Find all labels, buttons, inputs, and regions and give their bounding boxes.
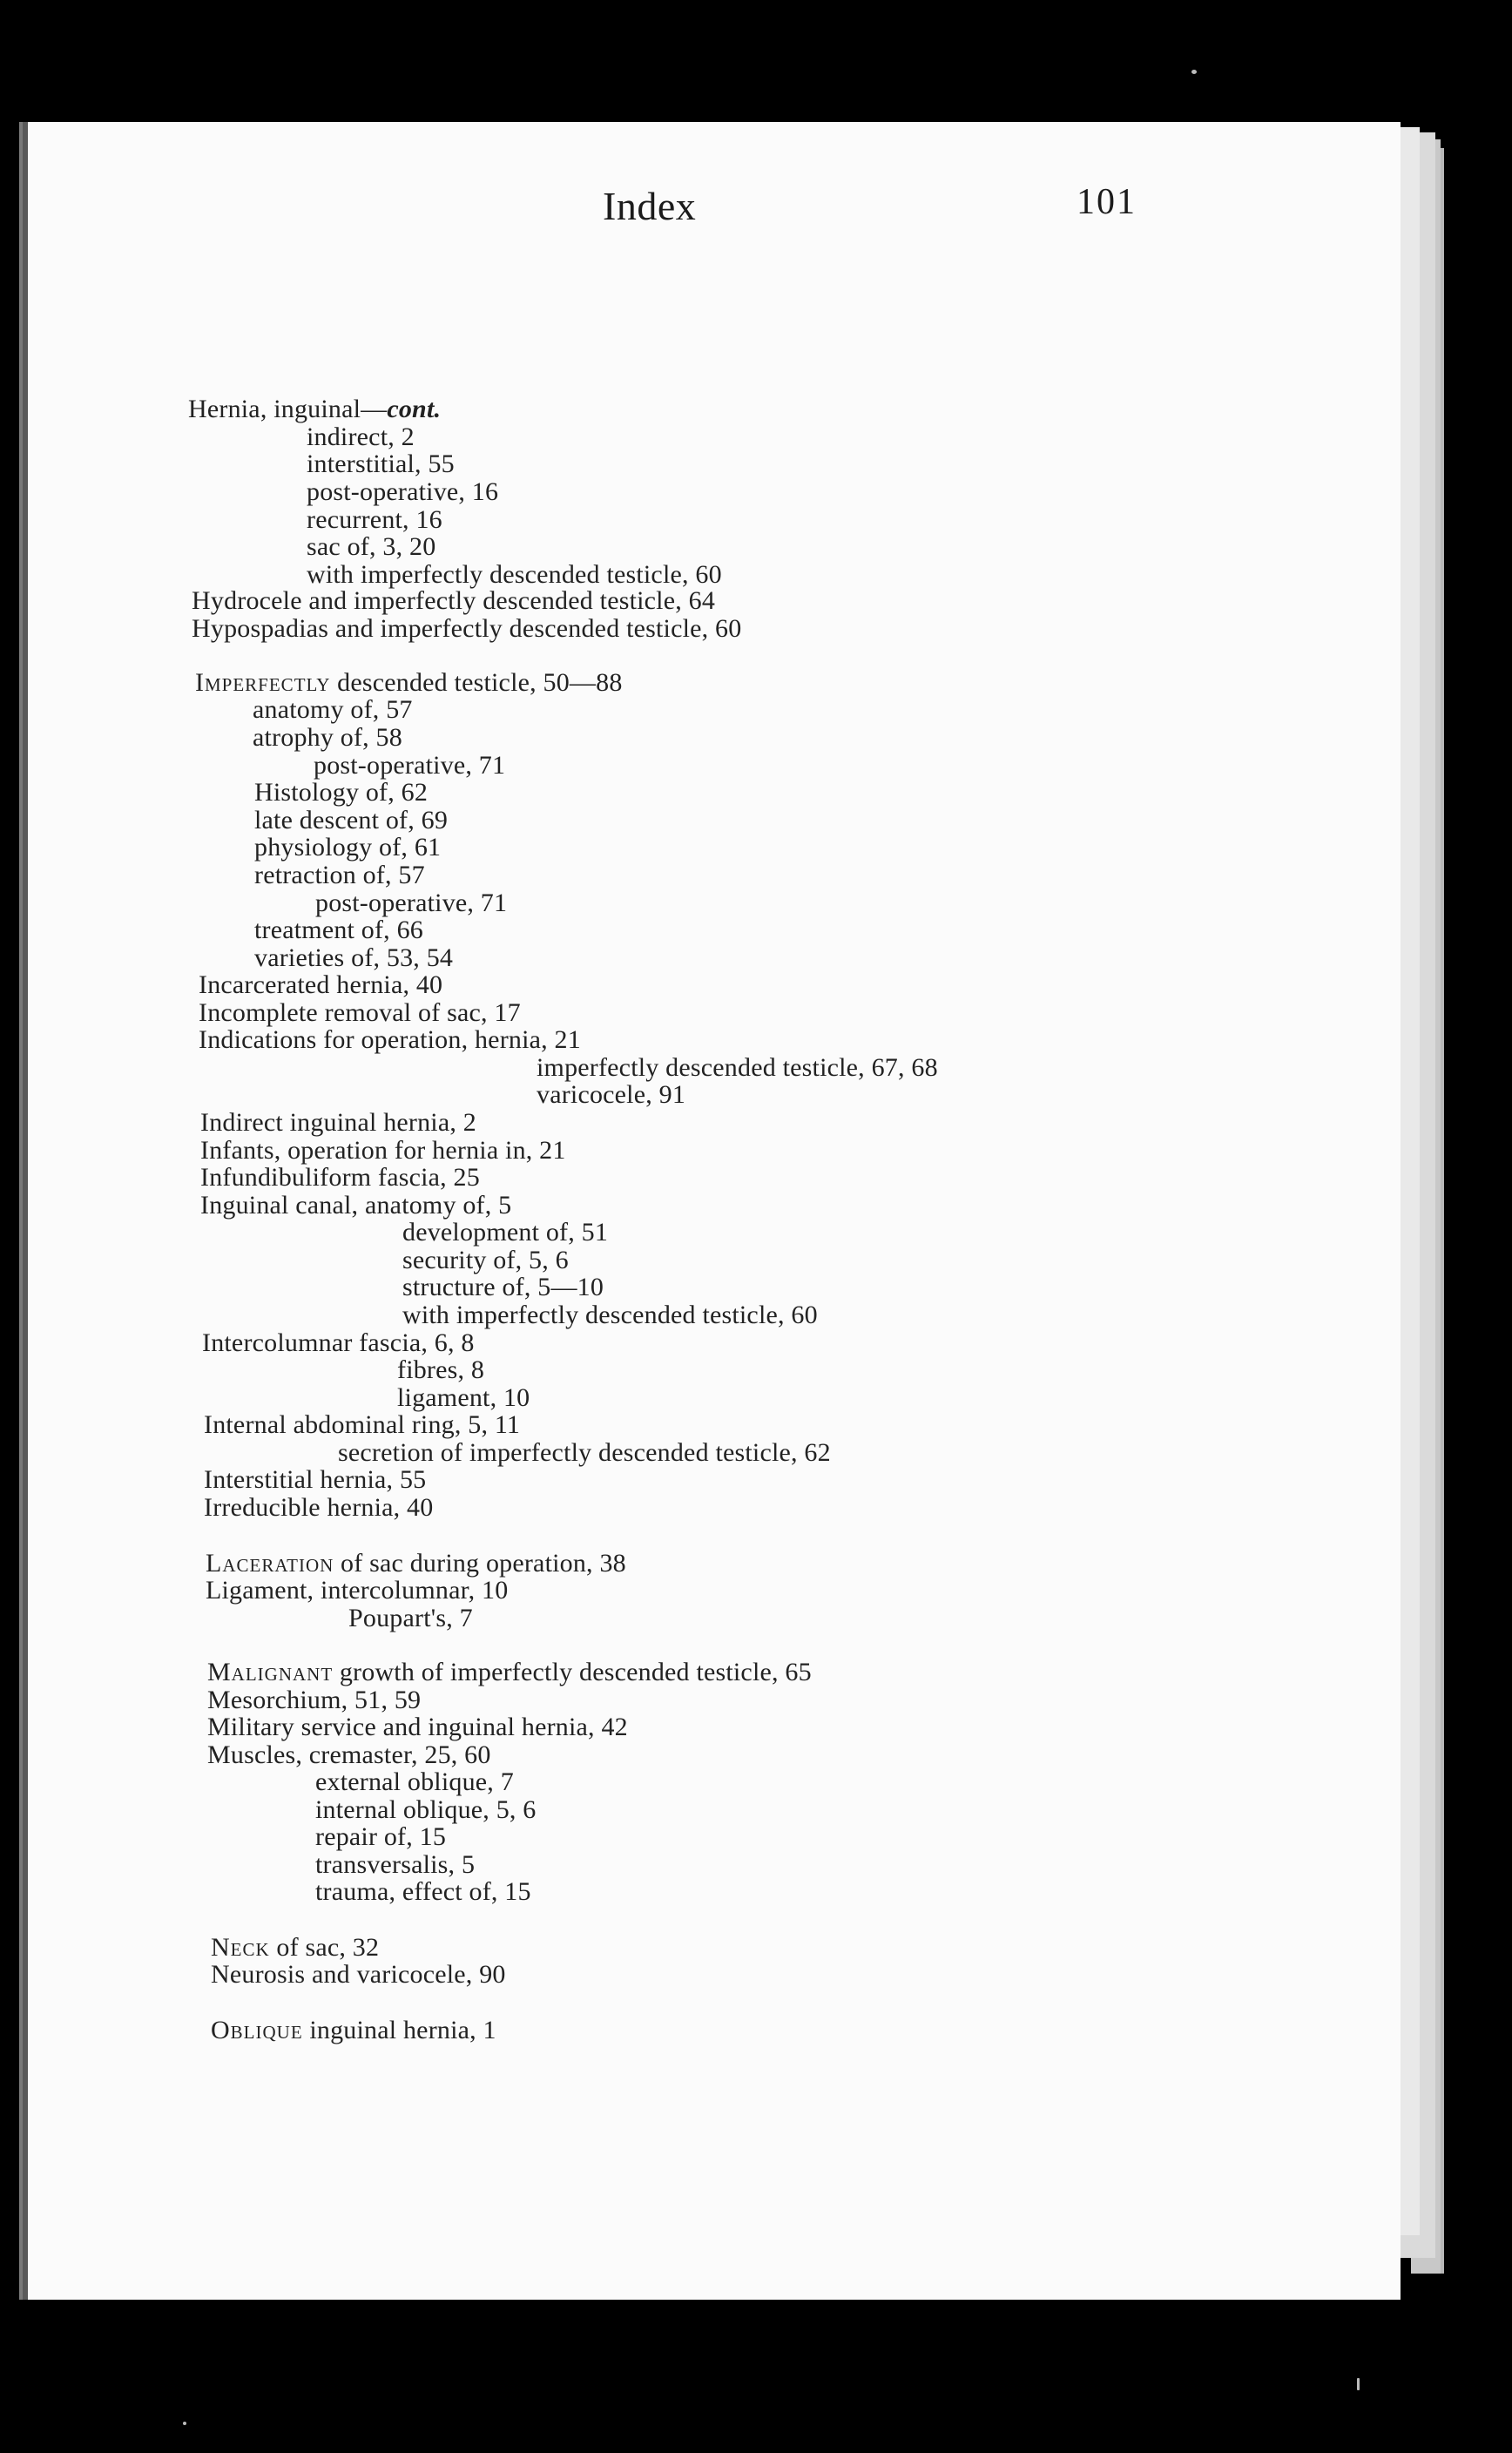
index-entry: Ligament, intercolumnar, 10 xyxy=(206,1576,509,1605)
index-entry: Oblique inguinal hernia, 1 xyxy=(211,2016,496,2044)
index-entry: Mesorchium, 51, 59 xyxy=(207,1686,422,1714)
index-subentry: secretion of imperfectly descended testicle, 62 xyxy=(338,1438,831,1467)
index-entry: Muscles, cremaster, 25, 60 xyxy=(207,1740,491,1769)
index-entry: Neurosis and varicocele, 90 xyxy=(211,1960,506,1989)
index-subentry: with imperfectly descended testicle, 60 xyxy=(307,560,722,589)
index-subentry: Poupart's, 7 xyxy=(348,1604,473,1632)
index-entry: Hypospadias and imperfectly descended testicle, 60 xyxy=(192,614,742,643)
index-subentry: post-operative, 71 xyxy=(315,889,508,917)
index-subentry: interstitial, 55 xyxy=(307,449,455,478)
index-entry: Military service and inguinal hernia, 42 xyxy=(207,1713,628,1741)
dust-speck xyxy=(183,2422,186,2425)
index-subentry: fibres, 8 xyxy=(397,1355,485,1384)
index-entry: Hydrocele and imperfectly descended testicle, 64 xyxy=(192,586,716,615)
index-subentry: sac of, 3, 20 xyxy=(307,532,436,561)
index-subentry: imperfectly descended testicle, 67, 68 xyxy=(537,1053,938,1082)
index-subentry: structure of, 5—10 xyxy=(402,1273,604,1301)
index-entry: Inguinal canal, anatomy of, 5 xyxy=(200,1191,512,1220)
index-subentry: post-operative, 71 xyxy=(314,751,506,780)
index-subentry: retraction of, 57 xyxy=(254,861,425,889)
index-entry: Incomplete removal of sac, 17 xyxy=(199,998,521,1027)
index-entry: Malignant growth of imperfectly descended testicle, 65 xyxy=(207,1658,812,1686)
index-entry: Infundibuliform fascia, 25 xyxy=(200,1163,480,1192)
index-subentry: transversalis, 5 xyxy=(315,1850,476,1879)
index-entry: Imperfectly descended testicle, 50—88 xyxy=(195,668,623,697)
dust-speck xyxy=(1191,70,1197,74)
index-entry: Interstitial hernia, 55 xyxy=(204,1465,427,1494)
index-subentry: post-operative, 16 xyxy=(307,477,499,506)
index-subentry: external oblique, 7 xyxy=(315,1767,514,1796)
index-subentry: recurrent, 16 xyxy=(307,505,442,534)
index-subentry: atrophy of, 58 xyxy=(253,723,402,752)
index-subentry: late descent of, 69 xyxy=(254,806,449,835)
index-subentry: treatment of, 66 xyxy=(254,916,423,944)
index-entry: Infants, operation for hernia in, 21 xyxy=(200,1136,566,1165)
index-subentry: indirect, 2 xyxy=(307,422,415,451)
index-entry: Incarcerated hernia, 40 xyxy=(199,970,443,999)
index-subentry: with imperfectly descended testicle, 60 xyxy=(402,1301,818,1329)
index-subentry: repair of, 15 xyxy=(315,1822,447,1851)
index-subentry: anatomy of, 57 xyxy=(253,695,413,724)
index-subentry: security of, 5, 6 xyxy=(402,1246,569,1274)
dust-speck xyxy=(1357,2378,1360,2390)
index-entry: Neck of sac, 32 xyxy=(211,1933,380,1962)
index-entry: Laceration of sac during operation, 38 xyxy=(206,1549,626,1578)
page-number: 101 xyxy=(1077,182,1137,222)
index-entry: Indications for operation, hernia, 21 xyxy=(199,1025,581,1054)
index-entry: Irreducible hernia, 40 xyxy=(204,1493,434,1522)
index-subentry: varieties of, 53, 54 xyxy=(254,943,454,972)
index-entry: Hernia, inguinal—cont. xyxy=(188,395,442,423)
index-subentry: Histology of, 62 xyxy=(254,778,429,807)
index-subentry: internal oblique, 5, 6 xyxy=(315,1795,537,1824)
index-entry: Intercolumnar fascia, 6, 8 xyxy=(202,1328,475,1357)
index-subentry: physiology of, 61 xyxy=(254,833,442,862)
index-entry: Internal abdominal ring, 5, 11 xyxy=(204,1410,521,1439)
index-entry: Indirect inguinal hernia, 2 xyxy=(200,1108,476,1137)
index-subentry: trauma, effect of, 15 xyxy=(315,1877,531,1906)
page-title: Index xyxy=(603,184,697,228)
index-subentry: development of, 51 xyxy=(402,1218,609,1247)
index-subentry: varicocele, 91 xyxy=(537,1080,686,1109)
index-subentry: ligament, 10 xyxy=(397,1383,530,1412)
